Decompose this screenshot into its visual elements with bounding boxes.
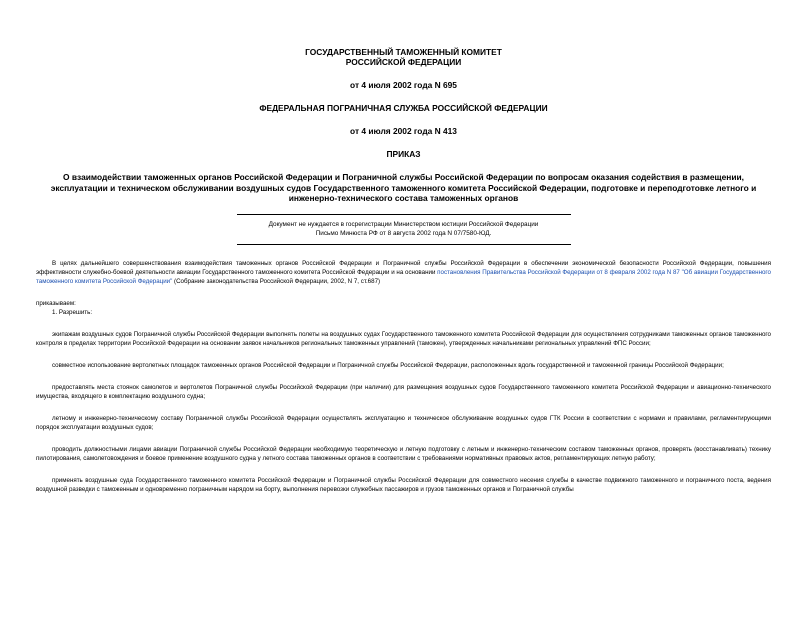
- paragraph: совместное использование вертолетных площадок таможенных органов Российской Федерации и Пограничной службы Российской Федерации, расположенных вдоль государственной и таможенной границы Российской Федерации;: [52, 361, 724, 369]
- authority-2-date: от 4 июля 2002 года N 413: [350, 126, 457, 136]
- item-1-heading: 1. Разрешить:: [52, 308, 93, 316]
- intro-text-end: (Собрание законодательства Российской Федерации, 2002, N 7, ст.687): [172, 277, 381, 285]
- registration-note: [36, 220, 771, 238]
- divider-bottom: [237, 244, 571, 245]
- order-word: приказываем:: [36, 299, 76, 307]
- divider-top: [237, 214, 571, 215]
- intro-paragraph: [36, 259, 771, 286]
- issuing-authority-2: ФЕДЕРАЛЬНАЯ ПОГРАНИЧНАЯ СЛУЖБА РОССИЙСКОЙ ФЕДЕРАЦИИ: [259, 103, 548, 113]
- authority-1-line-2: РОССИЙСКОЙ ФЕДЕРАЦИИ: [345, 57, 462, 67]
- paragraph: летному и инженерно-техническому составу Пограничной службы Российской Федерации осуществлять эксплуатацию и техническое обслуживание воздушных судов ГТК России в соответствии с нормами и правилами, регламентирующими порядок эксплуатации воздушных судов;: [36, 414, 771, 431]
- authority-1-line-1: ГОСУДАРСТВЕННЫЙ ТАМОЖЕННЫЙ КОМИТЕТ: [305, 47, 502, 57]
- paragraph: проводить должностными лицами авиации Пограничной службы Российской Федерации необходимую теоретическую и летную подготовку с летным и инженерно-техническим составом таможенных органов, проверять (восстанавливать) технику пилотирования, самолетовождения и боевое применение воздушного судна у летного состава таможенных органов в соответствии с требованиями нормативных правовых актов, регламентирующих летную работу;: [36, 445, 771, 462]
- authority-1-date: от 4 июля 2002 года N 695: [350, 80, 457, 90]
- document-type: ПРИКАЗ: [386, 149, 421, 159]
- registration-note-line-1: Документ не нуждается в госрегистрации Министерством юстиции Российской Федерации: [268, 220, 539, 228]
- document-title: О взаимодействии таможенных органов Российской Федерации и Пограничной службы Российской Федерации по вопросам оказания содействия в размещении, эксплуатации и техническом обслуживании воздушных судов Государственного таможенного комитета Российской Федерации, подготовке и переподготовке летного и инженерно-технического состава таможенных органов: [50, 172, 757, 203]
- paragraph: применять воздушные суда Государственного таможенного комитета Российской Федерации и Пограничной службы Российской Федерации для совместного несения службы в качестве подвижного таможенного и пограничного поста, ведения воздушной разведки с таможенным и одновременно пограничным нарядом на борту, выполнения перевозки служебных пассажиров и грузов таможенных органов и Пограничной службы: [36, 476, 771, 493]
- government-decree-link[interactable]: постановления Правительства Российской Федерации от 8 февраля 2002 года N 87 "Об авиации Государственного таможенного комитета Российской Федерации": [36, 268, 771, 285]
- document-page: [0, 47, 807, 618]
- issuing-authority-1: [36, 47, 771, 67]
- registration-note-line-2: Письмо Минюста РФ от 8 августа 2002 года N 07/7580-ЮД.: [315, 229, 492, 237]
- paragraph: предоставлять места стоянок самолетов и вертолетов Пограничной службы Российской Федерации (при наличии) для размещения воздушных судов Государственного таможенного комитета Российской Федерации и авиационно-технического имущества, входящего в комплектацию воздушного судна;: [36, 383, 771, 400]
- paragraph: экипажам воздушных судов Пограничной службы Российской Федерации выполнять полеты на воздушных судах Государственного таможенного комитета Российской Федерации для осуществления сотрудниками таможенных органов таможенного контроля в пределах территории Российской Федерации на основании заявок начальников региональных таможенных управлений (таможен), утвержденных начальниками региональных управлений ФПС России;: [36, 330, 771, 347]
- intro-text-start: В целях дальнейшего совершенствования взаимодействия таможенных органов Российской Федерации и Пограничной службы Российской Федерации в обеспечении экономической безопасности Российской Федерации, повышения эффективности служебно-боевой деятельности авиации Государственного таможенного комитета Российской Федерации и на основании: [36, 259, 771, 276]
